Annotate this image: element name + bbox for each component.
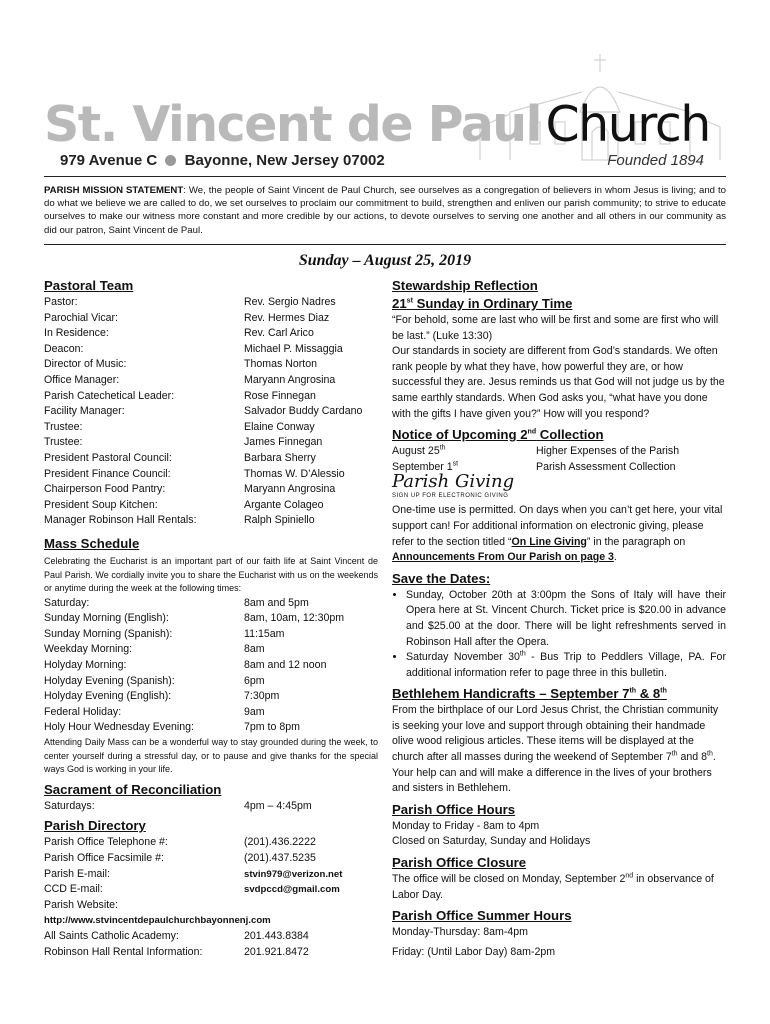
- pastoral-row-value: Maryann Angrosina: [244, 373, 336, 386]
- pastoral-row: [44, 482, 378, 498]
- pastoral-row-value: Rev. Carl Arico: [244, 327, 314, 340]
- collection-date-sup: st: [452, 460, 459, 468]
- mass-row: [44, 642, 378, 658]
- church-title: [44, 96, 710, 153]
- directory-row-label: Parish Office Facsimile #:: [44, 852, 164, 864]
- pastoral-row: [44, 389, 378, 405]
- beth-h-sup1: th: [629, 687, 637, 695]
- directory-row-label: Parish Office Telephone #:: [44, 836, 168, 849]
- closure-pre: The office will be closed on Monday, September 2: [392, 873, 626, 886]
- giving-text-post: .: [613, 551, 617, 564]
- notice-heading-sup: nd: [527, 428, 537, 436]
- pastoral-row-label: Parish Catechetical Leader:: [44, 389, 175, 402]
- pastoral-row-value: Argante Colageo: [244, 498, 324, 511]
- pastoral-row: [44, 420, 378, 436]
- founded-year: Founded 1894: [607, 152, 704, 169]
- directory-row-value: 201.921.8472: [244, 945, 309, 958]
- mass-row: [44, 658, 378, 674]
- right-column: [392, 274, 726, 960]
- pastoral-heading: Pastoral Team: [44, 278, 134, 293]
- website-link[interactable]: http://www.stvincentdepaulchurchbayonnenj.com: [44, 915, 271, 927]
- mass-row: [44, 705, 378, 721]
- directory-row-label: Robinson Hall Rental Information:: [44, 945, 203, 958]
- directory-row: [44, 929, 378, 945]
- mass-schedule-list: [44, 596, 378, 736]
- pastoral-row-value: James Finnegan: [244, 436, 323, 449]
- pastoral-row-label: Trustee:: [44, 436, 83, 449]
- street-address: 979 Avenue C: [60, 152, 158, 169]
- directory-row: [44, 867, 378, 883]
- mass-row: [44, 627, 378, 643]
- collection-date: [392, 444, 536, 460]
- mass-row-label: Holyday Evening (English):: [44, 690, 172, 703]
- reconciliation-row: [44, 799, 378, 815]
- pastoral-row-label: President Pastoral Council:: [44, 451, 172, 464]
- save-dates-heading: Save the Dates:: [392, 570, 491, 586]
- mass-heading: Mass Schedule: [44, 535, 140, 551]
- bullet-dot-icon: [165, 155, 176, 166]
- stewardship-subheading: [392, 295, 726, 313]
- office-hours-line: Closed on Saturday, Sunday and Holidays: [392, 835, 591, 848]
- mission-statement: [44, 184, 726, 237]
- mission-text: : We, the people of Saint Vincent de Paul Church, see ourselves as a congregation of believers in whom Jesus is living; and to do what we believe we are called to do, we set ourselves to proclaim our commitment to build, strengthen and enliven our parish community; to strive to educate ourselves to make our witness more constant and more credible by our actions, to devote ourselves to serving one another and all others in our community as did our patron, Saint Vincent de Paul.: [44, 185, 726, 236]
- beth-h-mid: & 8: [636, 686, 661, 702]
- pastoral-row: [44, 404, 378, 420]
- pastoral-row: [44, 342, 378, 358]
- directory-row-label: CCD E-mail:: [44, 883, 103, 896]
- title-part1: St. Vincent de Paul: [44, 96, 541, 153]
- directory-row-value: 201.443.8384: [244, 929, 309, 942]
- pastoral-row-label: Trustee:: [44, 420, 83, 433]
- mass-row-label: Holyday Morning:: [44, 659, 127, 672]
- mission-label: PARISH MISSION STATEMENT: [44, 185, 184, 196]
- mass-row-value: 7pm to 8pm: [244, 721, 300, 734]
- pastoral-row-value: Thomas W. D’Alessio: [244, 467, 345, 480]
- directory-row-value: (201).437.5235: [244, 852, 316, 864]
- mass-row-value: 6pm: [244, 674, 265, 687]
- mass-row: [44, 674, 378, 690]
- pastoral-row-value: Elaine Conway: [244, 420, 315, 433]
- directory-heading: Parish Directory: [44, 818, 146, 834]
- collection-description: Higher Expenses of the Parish: [536, 445, 680, 458]
- pastoral-row-label: Manager Robinson Hall Rentals:: [44, 514, 197, 527]
- save-date-item: [406, 650, 726, 681]
- beth-h-sup2: th: [660, 687, 667, 695]
- bethlehem-heading: [392, 685, 726, 703]
- save-date-item: • Sunday, October 20th at 3:00pm the Sons of Italy will have their Opera here at St. Vincent Church. Ticket price is $20.00 in advance and $25.00 at the door. There will be light refreshments served in Robinson Hall after the Opera.: [406, 588, 726, 650]
- directory-list-2: [44, 929, 378, 960]
- left-column: [44, 274, 378, 960]
- closure-heading: Parish Office Closure: [392, 855, 527, 871]
- directory-row: [44, 882, 378, 898]
- mass-row-label: Saturday:: [44, 596, 90, 609]
- bethlehem-text: [392, 703, 726, 797]
- stewardship-body: Our standards in society are different from God’s standards. We often rank people by what they have, how powerful they are, or how successful they are. Jesus reminds us that God will not judge us by the same earthly standards. When God asks you, “what have you done with the gifts I have given you?” How will you respond?: [392, 345, 725, 420]
- pastoral-row-label: In Residence:: [44, 327, 109, 340]
- mass-row: [44, 720, 378, 736]
- pastoral-row-label: President Soup Kitchen:: [44, 498, 158, 511]
- closure-text: [392, 872, 726, 903]
- directory-row-label: All Saints Catholic Academy:: [44, 929, 179, 942]
- save-dates-list: [392, 588, 726, 682]
- pastoral-row-label: Parochial Vicar:: [44, 311, 118, 324]
- website-label: Parish Website:: [44, 898, 118, 911]
- mass-row-value: 9am: [244, 705, 265, 718]
- pastoral-row: [44, 326, 378, 342]
- giving-text: [392, 503, 726, 565]
- date-heading: Sunday – August 25, 2019: [298, 252, 472, 269]
- pastoral-row: [44, 467, 378, 483]
- sub-number: 21: [392, 296, 407, 311]
- pastoral-row-label: Chairperson Food Pantry:: [44, 483, 166, 496]
- pastoral-row: [44, 498, 378, 514]
- beth-h-pre: Bethlehem Handicrafts – September 7: [392, 686, 630, 702]
- city-address: Bayonne, New Jersey 07002: [184, 152, 385, 169]
- office-hours-heading: Parish Office Hours: [392, 801, 516, 817]
- mass-row-label: Sunday Morning (English):: [44, 612, 169, 625]
- mission-divider: [44, 244, 726, 245]
- pastoral-row: [44, 311, 378, 327]
- mass-intro: Celebrating the Eucharist is an important part of our faith life at Saint Vincent de Paul Parish. We cordially invite you to share the Eucharist with us on the weekends or anytime during the week at the following times:: [44, 555, 378, 594]
- mass-row: [44, 596, 378, 612]
- giving-text-pre: One-time use is permitted. On days when you can’t get here, your vital support can! For additional information on electronic giving, please refer to the section titled “: [392, 504, 723, 548]
- pastoral-row-label: Pastor:: [44, 296, 78, 308]
- mass-row-label: Sunday Morning (Spanish):: [44, 627, 173, 640]
- pastoral-row-value: Rev. Sergio Nadres: [244, 296, 336, 308]
- title-part2: Church: [545, 96, 710, 153]
- pastoral-row-value: Barbara Sherry: [244, 451, 316, 464]
- directory-row-value: svdpccd@gmail.com: [244, 884, 340, 896]
- item2-post: - Bus Trip to Peddlers Village, PA. For additional information refer to page three in this bulletin.: [406, 651, 726, 679]
- mass-row-value: 8am: [244, 643, 265, 656]
- pastoral-row: [44, 451, 378, 467]
- pastoral-row-value: Michael P. Missaggia: [244, 342, 343, 355]
- notice-heading-post: Collection: [536, 427, 604, 443]
- logo-subtext: SIGN UP FOR ELECTRONIC GIVING: [392, 493, 509, 500]
- notice-heading: [392, 426, 726, 444]
- mass-row: [44, 689, 378, 705]
- pastoral-row-value: Salvador Buddy Cardano: [244, 405, 363, 418]
- pastoral-row-label: Office Manager:: [44, 373, 120, 386]
- pastoral-row-value: Rev. Hermes Diaz: [244, 311, 330, 324]
- daily-mass-note: Attending Daily Mass can be a wonderful way to stay grounded during the week, to center yourself during a stressful day, or to pause and give thanks for the special ways God is working in your life.: [44, 737, 378, 775]
- mass-row-value: 11:15am: [244, 627, 285, 640]
- pastoral-row: [44, 435, 378, 451]
- directory-row-label: Parish E-mail:: [44, 867, 110, 880]
- pastoral-row-label: Facility Manager:: [44, 405, 125, 418]
- beth-pre: From the birthplace of our Lord Jesus Christ, the Christian community is seeking your love and support through obtaining their handmade olive wood religious articles. These items will be displayed at the church after all masses during the weekend of September 7: [392, 704, 719, 764]
- header-divider: [44, 176, 726, 177]
- pastoral-row-value: Maryann Angrosina: [244, 483, 336, 496]
- beth-sup3: th: [671, 750, 678, 758]
- closure-post: in observance of Labor Day.: [392, 873, 714, 901]
- pastoral-row-value: Ralph Spiniello: [244, 514, 315, 527]
- directory-row-value: stvin979@verizon.net: [244, 868, 343, 880]
- reconciliation-heading: Sacrament of Reconciliation: [44, 781, 222, 797]
- collection-description: Parish Assessment Collection: [536, 460, 676, 473]
- closure-sup: nd: [625, 872, 634, 880]
- sub-sup: st: [406, 297, 413, 305]
- announcements-link[interactable]: Announcements From Our Parish on page 3: [392, 551, 614, 564]
- pastoral-row-label: Deacon:: [44, 342, 84, 355]
- reconciliation-time: 4pm – 4:45pm: [244, 799, 312, 812]
- mass-row-label: Holy Hour Wednesday Evening:: [44, 721, 194, 734]
- address: [60, 152, 385, 169]
- collection-date-text: August 25: [392, 445, 440, 458]
- summer-hours-line: Monday-Thursday: 8am-4pm: [392, 926, 529, 939]
- reconciliation-label: Saturdays:: [44, 799, 95, 812]
- mass-row-label: Weekday Morning:: [44, 643, 133, 656]
- online-giving-link[interactable]: On Line Giving: [511, 535, 587, 548]
- notice-heading-pre: Notice of Upcoming 2: [392, 427, 528, 443]
- beth-post: . Your help can and will make a difference in the lives of your brothers and sisters in Bethlehem.: [392, 751, 716, 795]
- pastoral-row-label: President Finance Council:: [44, 467, 171, 480]
- pastoral-row: [44, 513, 378, 529]
- office-hours-line: Monday to Friday - 8am to 4pm: [392, 819, 540, 832]
- directory-row-value: (201).436.2222: [244, 836, 316, 849]
- sub-rest: Sunday in Ordinary Time: [412, 296, 573, 311]
- mass-row-label: Federal Holiday:: [44, 705, 122, 718]
- beth-sup4: th: [707, 750, 713, 758]
- stewardship-heading: Stewardship Reflection: [392, 278, 538, 293]
- collection-date-text: September 1: [392, 460, 453, 473]
- collection-row: [392, 444, 726, 460]
- pastoral-row-value: Thomas Norton: [244, 358, 318, 371]
- directory-list: [44, 835, 378, 897]
- logo-text: Parish Giving: [392, 470, 515, 492]
- mass-row-label: Holyday Evening (Spanish):: [44, 674, 175, 687]
- pastoral-row-label: Director of Music:: [44, 358, 127, 371]
- summer-hours-heading: Parish Office Summer Hours: [392, 908, 572, 924]
- mass-row-value: 8am and 12 noon: [244, 659, 327, 672]
- mass-row-value: 7:30pm: [244, 690, 280, 703]
- pastoral-row: [44, 357, 378, 373]
- stewardship-quote: “For behold, some are last who will be first and some are first who will be last.” (Luke 13:30): [392, 314, 719, 342]
- mass-row-value: 8am, 10am, 12:30pm: [244, 612, 345, 625]
- mass-row: [44, 611, 378, 627]
- item2-sup: th: [519, 650, 526, 658]
- summer-hours-line: Friday: (Until Labor Day) 8am-2pm: [392, 945, 556, 958]
- item2-pre: Saturday November 30: [406, 651, 520, 664]
- pastoral-row: [44, 373, 378, 389]
- directory-row: [44, 835, 378, 851]
- beth-mid: and 8: [677, 751, 708, 764]
- mass-row-value: 8am and 5pm: [244, 596, 309, 609]
- pastoral-team-list: [44, 295, 378, 529]
- giving-text-mid: ” in the paragraph on: [586, 535, 686, 548]
- collection-date-sup: th: [439, 444, 446, 452]
- directory-row: [44, 945, 378, 961]
- pastoral-row-value: Rose Finnegan: [244, 389, 316, 402]
- parish-giving-logo: [392, 470, 726, 503]
- directory-row: [44, 851, 378, 867]
- pastoral-row: [44, 295, 378, 311]
